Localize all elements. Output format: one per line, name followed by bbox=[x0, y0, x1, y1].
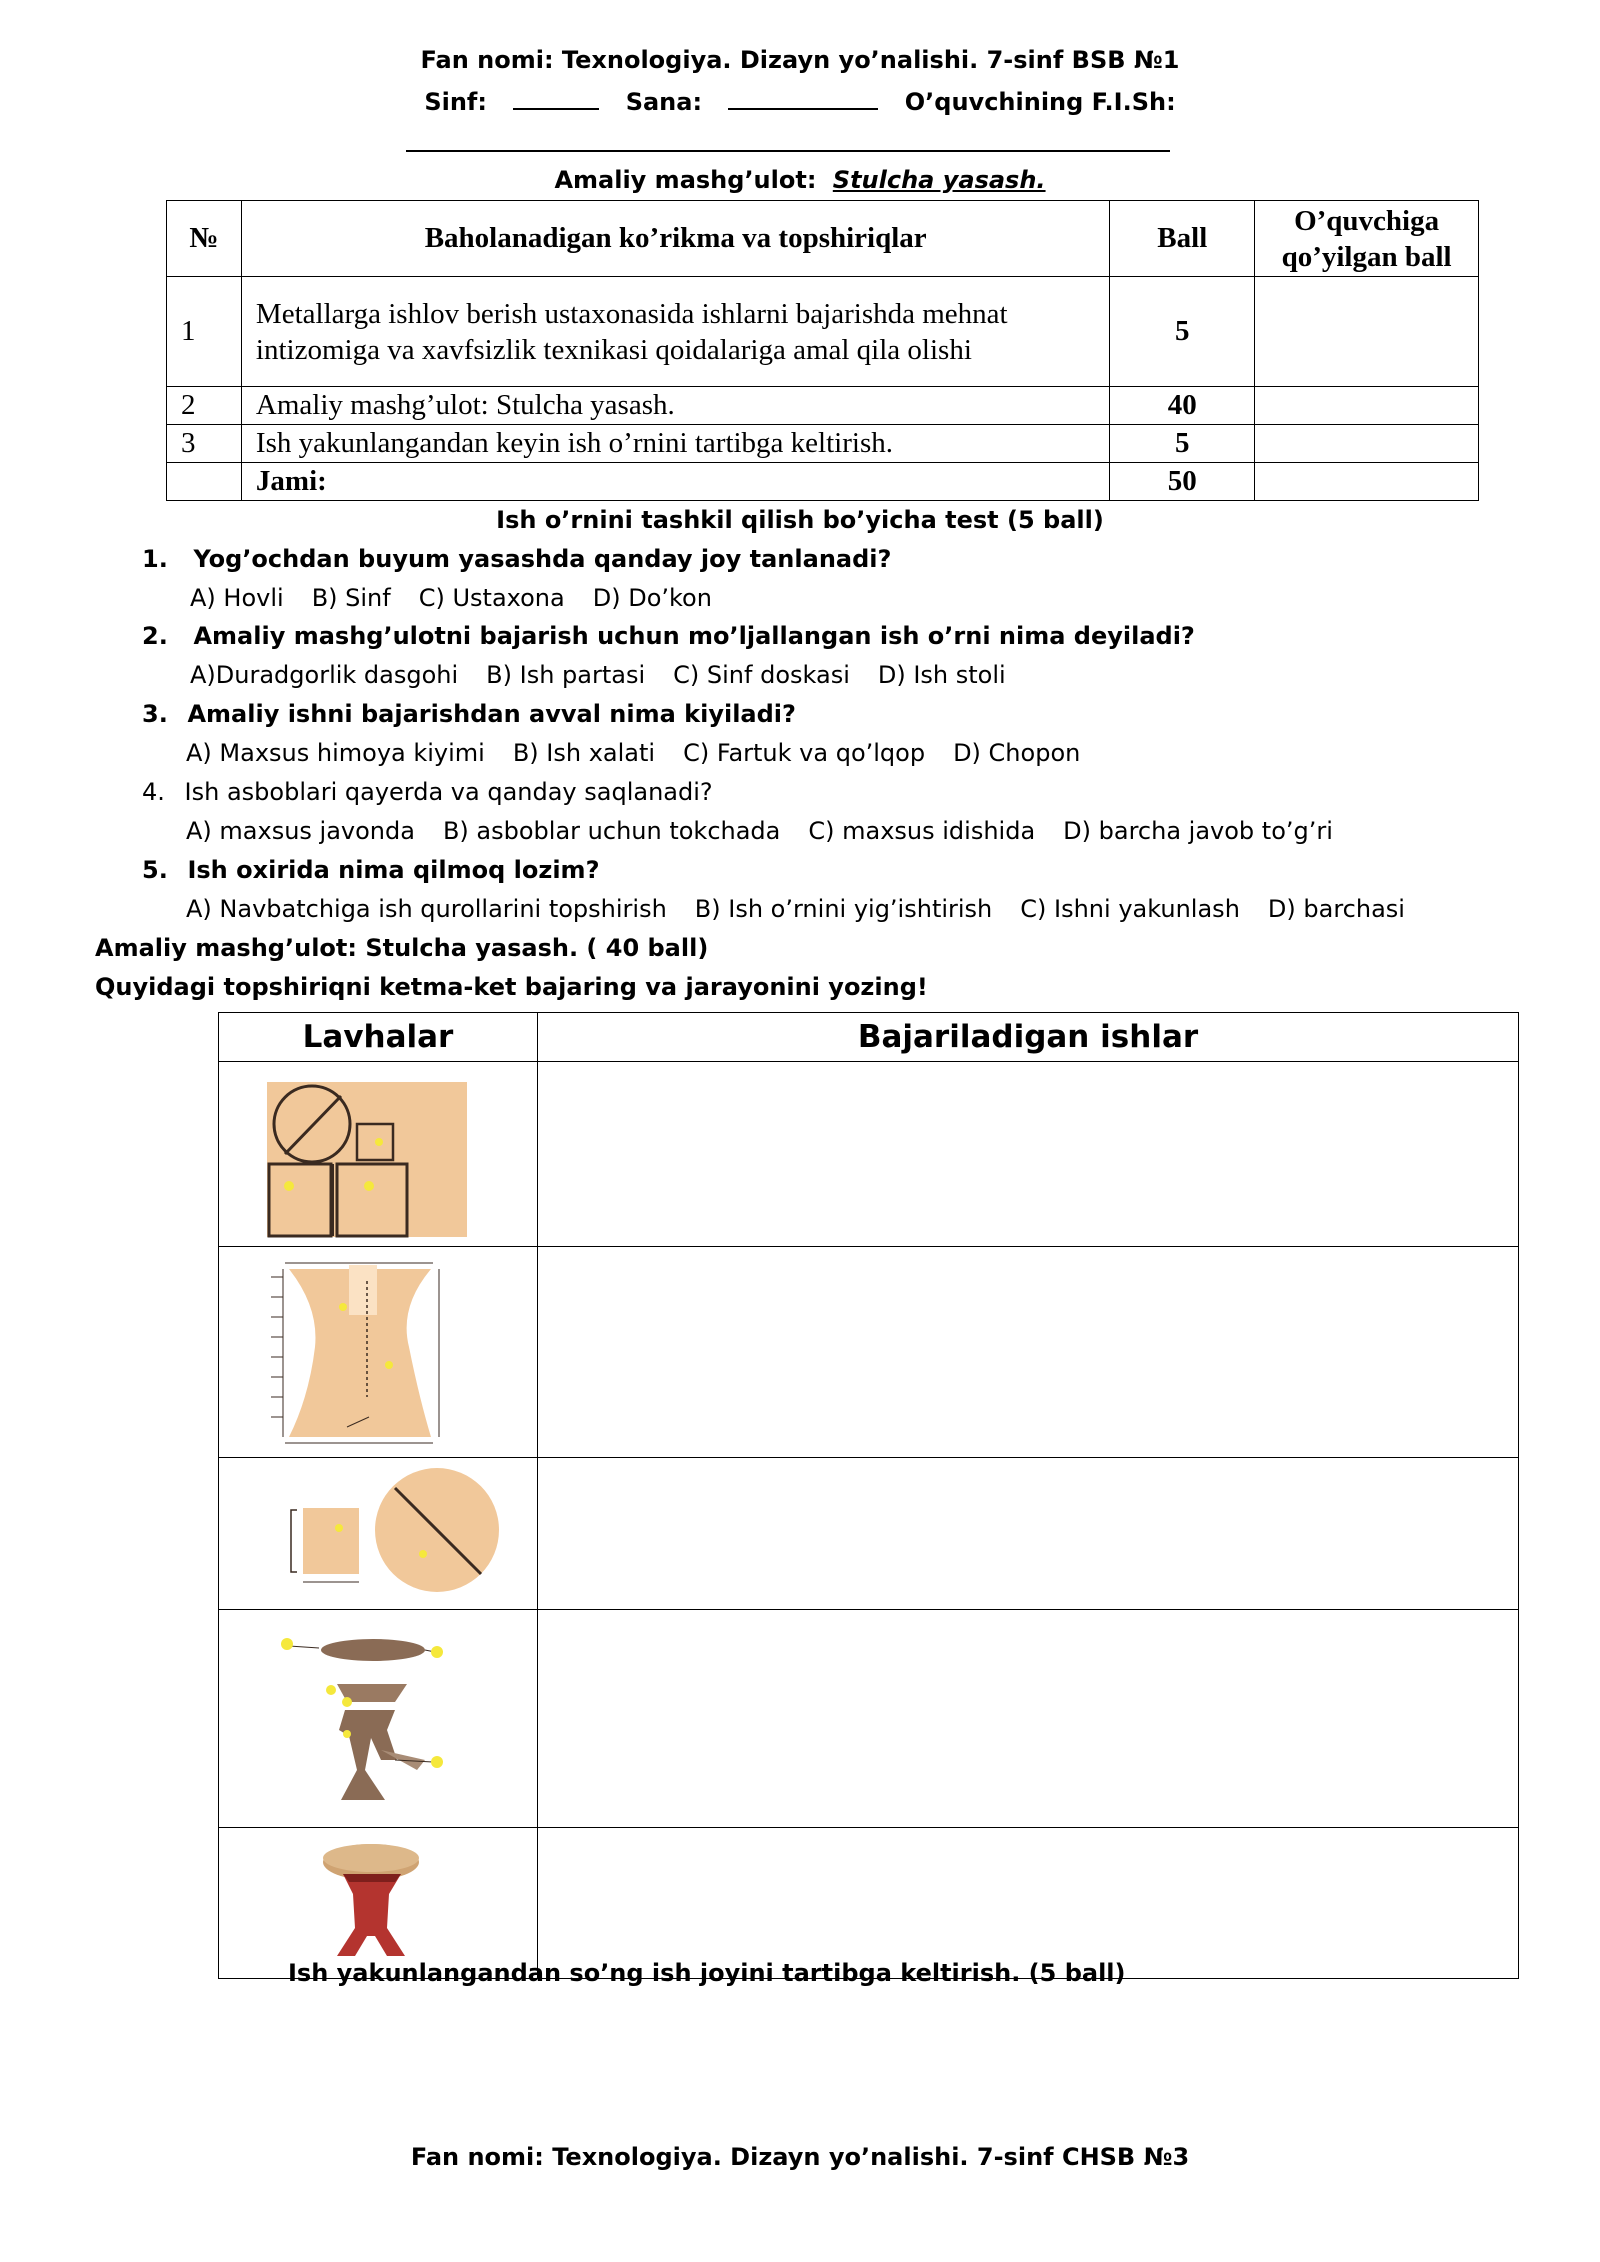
option-c[interactable]: C) Sinf doskasi bbox=[673, 661, 850, 689]
option-a[interactable]: A) Navbatchiga ish qurollarini topshirish bbox=[186, 895, 667, 923]
plate-image-cell bbox=[219, 1458, 538, 1610]
question-4 bbox=[142, 778, 713, 806]
cleanup-note: Ish yakunlangandan so’ng ish joyini tartibga keltirish. (5 ball) bbox=[288, 1959, 1126, 1987]
leg-blueprint-drawing bbox=[219, 1247, 537, 1452]
work-description-cell[interactable] bbox=[538, 1062, 1519, 1247]
question-1 bbox=[142, 545, 891, 573]
option-d[interactable]: D) barcha javob to’g’ri bbox=[1063, 817, 1333, 845]
question-2 bbox=[142, 622, 1195, 650]
class-field[interactable] bbox=[513, 86, 599, 110]
total-ball: 50 bbox=[1110, 463, 1255, 501]
option-d[interactable]: D) Ish stoli bbox=[877, 661, 1006, 689]
row-student-ball[interactable] bbox=[1255, 387, 1479, 425]
page-header-title: Fan nomi: Texnologiya. Dizayn yo’nalishi. 7-sinf BSB №1 bbox=[420, 46, 1180, 74]
square-and-round-parts bbox=[219, 1458, 537, 1604]
table-row bbox=[219, 1247, 1519, 1458]
option-a[interactable]: A) Maxsus himoya kiyimi bbox=[186, 739, 485, 767]
row-task: Metallarga ishlov berish ustaxonasida ishlarni bajarishda mehnat intizomiga va xavfsizlik texnikasi qoidalariga amal qila olishi bbox=[241, 277, 1110, 387]
question-number: 3. bbox=[142, 700, 168, 728]
plate-image-cell bbox=[219, 1828, 538, 1979]
student-name-field[interactable] bbox=[406, 150, 1170, 152]
date-field[interactable] bbox=[728, 86, 878, 110]
table-row bbox=[167, 425, 1479, 463]
table-row bbox=[219, 1458, 1519, 1610]
option-d[interactable]: D) barchasi bbox=[1267, 895, 1405, 923]
board-layout-drawing bbox=[219, 1062, 537, 1241]
col-works: Bajariladigan ishlar bbox=[538, 1013, 1519, 1062]
plates-header bbox=[219, 1013, 1519, 1062]
row-number: 3 bbox=[167, 425, 242, 463]
plates-table bbox=[218, 1012, 1519, 1979]
question-2-options bbox=[190, 661, 1034, 689]
work-description-cell[interactable] bbox=[538, 1247, 1519, 1458]
option-b[interactable]: B) asboblar uchun tokchada bbox=[442, 817, 781, 845]
col-number: № bbox=[167, 201, 242, 277]
row-number: 1 bbox=[167, 277, 242, 387]
plate-image-cell bbox=[219, 1062, 538, 1247]
row-ball: 5 bbox=[1110, 277, 1255, 387]
row-student-ball[interactable] bbox=[1255, 425, 1479, 463]
exploded-assembly bbox=[219, 1610, 537, 1822]
option-a[interactable]: A) maxsus javonda bbox=[186, 817, 415, 845]
col-ball: Ball bbox=[1110, 201, 1255, 277]
question-number: 1. bbox=[142, 545, 168, 573]
class-label: Sinf: bbox=[424, 88, 487, 116]
col-plates: Lavhalar bbox=[219, 1013, 538, 1062]
row-task: Amaliy mashg’ulot: Stulcha yasash. bbox=[241, 387, 1110, 425]
option-b[interactable]: B) Ish partasi bbox=[486, 661, 646, 689]
option-a[interactable]: A) Hovli bbox=[190, 584, 284, 612]
question-number: 4. bbox=[142, 778, 165, 806]
finished-stool bbox=[219, 1828, 537, 1973]
table-row bbox=[167, 277, 1479, 387]
option-c[interactable]: C) Ishni yakunlash bbox=[1020, 895, 1240, 923]
practical-title: Amaliy mashg’ulot: Stulcha yasash. ( 40 ball) bbox=[95, 934, 709, 962]
total-row bbox=[167, 463, 1479, 501]
plate-image-cell bbox=[219, 1610, 538, 1828]
question-4-options bbox=[186, 817, 1361, 845]
question-number: 5. bbox=[142, 856, 168, 884]
question-text: Ish asboblari qayerda va qanday saqlanadi? bbox=[184, 778, 713, 806]
practical-heading bbox=[0, 166, 1600, 194]
table-row bbox=[219, 1828, 1519, 1979]
work-description-cell[interactable] bbox=[538, 1828, 1519, 1979]
date-label: Sana: bbox=[625, 88, 703, 116]
option-b[interactable]: B) Ish o’rnini yig’ishtirish bbox=[694, 895, 993, 923]
option-b[interactable]: B) Ish xalati bbox=[512, 739, 656, 767]
question-3 bbox=[142, 700, 796, 728]
option-c[interactable]: C) Fartuk va qo’lqop bbox=[683, 739, 926, 767]
practical-label: Amaliy mashg’ulot: bbox=[554, 166, 817, 194]
grade-table bbox=[166, 200, 1479, 501]
row-ball: 5 bbox=[1110, 425, 1255, 463]
row-student-ball[interactable] bbox=[1255, 277, 1479, 387]
question-5-options bbox=[186, 895, 1433, 923]
next-page-title: Fan nomi: Texnologiya. Dizayn yo’nalishi. 7-sinf CHSB №3 bbox=[410, 2143, 1190, 2171]
practical-name: Stulcha yasash. bbox=[832, 166, 1046, 194]
plate-image-cell bbox=[219, 1247, 538, 1458]
row-number: 2 bbox=[167, 387, 242, 425]
row-task: Ish yakunlangandan keyin ish o’rnini tartibga keltirish. bbox=[241, 425, 1110, 463]
option-a[interactable]: A)Duradgorlik dasgohi bbox=[190, 661, 459, 689]
work-description-cell[interactable] bbox=[538, 1458, 1519, 1610]
question-3-options bbox=[186, 739, 1108, 767]
option-c[interactable]: C) maxsus idishida bbox=[808, 817, 1036, 845]
question-text: Amaliy ishni bajarishdan avval nima kiyiladi? bbox=[187, 700, 796, 728]
question-text: Amaliy mashg’ulotni bajarish uchun mo’ljallangan ish o’rni nima deyiladi? bbox=[193, 622, 1195, 650]
question-text: Yog’ochdan buyum yasashda qanday joy tanlanadi? bbox=[193, 545, 892, 573]
table-row bbox=[219, 1610, 1519, 1828]
total-label: Jami: bbox=[241, 463, 1110, 501]
grade-table-header bbox=[167, 201, 1479, 277]
question-5 bbox=[142, 856, 600, 884]
option-d[interactable]: D) Do’kon bbox=[592, 584, 712, 612]
student-name-label: O’quvchining F.I.Sh: bbox=[904, 88, 1176, 116]
col-student-ball: O’quvchiga qo’yilgan ball bbox=[1255, 201, 1479, 277]
student-info-line bbox=[0, 86, 1600, 116]
option-c[interactable]: C) Ustaxona bbox=[418, 584, 565, 612]
table-row bbox=[219, 1062, 1519, 1247]
practical-instruction: Quyidagi topshiriqni ketma-ket bajaring va jarayonini yozing! bbox=[95, 973, 928, 1001]
row-ball: 40 bbox=[1110, 387, 1255, 425]
table-row bbox=[167, 387, 1479, 425]
test-title: Ish o’rnini tashkil qilish bo’yicha test (5 ball) bbox=[496, 506, 1104, 534]
option-b[interactable]: B) Sinf bbox=[311, 584, 391, 612]
col-task: Baholanadigan ko’rikma va topshiriqlar bbox=[241, 201, 1110, 277]
question-text: Ish oxirida nima qilmoq lozim? bbox=[187, 856, 600, 884]
option-d[interactable]: D) Chopon bbox=[953, 739, 1081, 767]
total-student-ball[interactable] bbox=[1255, 463, 1479, 501]
question-1-options bbox=[190, 584, 740, 612]
work-description-cell[interactable] bbox=[538, 1610, 1519, 1828]
question-number: 2. bbox=[142, 622, 168, 650]
